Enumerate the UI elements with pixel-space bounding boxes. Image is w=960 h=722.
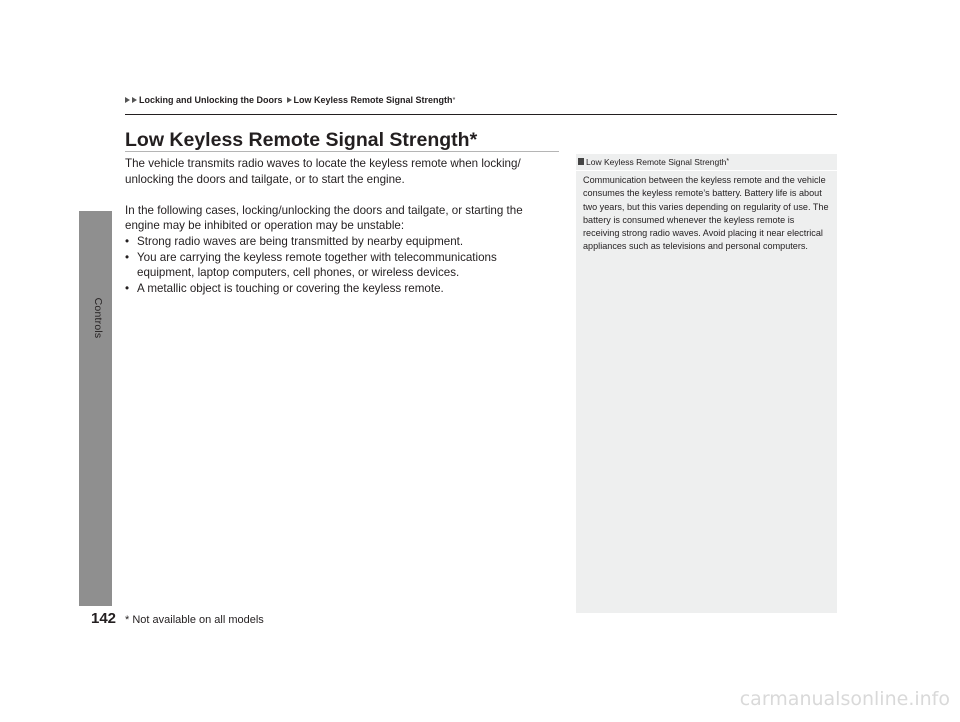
watermark: carmanualsonline.info bbox=[739, 688, 950, 710]
list-item: • A metallic object is touching or covering the keyless remote. bbox=[125, 281, 545, 297]
breadcrumb-asterisk: * bbox=[452, 96, 456, 104]
cases-paragraph: In the following cases, locking/unlocking the doors and tailgate, or starting the engine may be inhibited or operation may be unstable: bbox=[125, 203, 523, 233]
page-number: 142 bbox=[91, 610, 117, 627]
breadcrumb-item-signal-strength[interactable]: Low Keyless Remote Signal Strength bbox=[293, 95, 453, 105]
breadcrumb-arrow-icon bbox=[125, 97, 130, 103]
page-title-asterisk: * bbox=[469, 129, 478, 151]
breadcrumb-arrow-icon bbox=[132, 97, 137, 103]
breadcrumb bbox=[125, 95, 455, 105]
section-tab bbox=[79, 211, 112, 606]
intro-paragraph: The vehicle transmits radio waves to locate the keyless remote when locking/ unlocking the doors and tailgate, or to start the engine. bbox=[125, 157, 521, 186]
list-item: • Strong radio waves are being transmitted by nearby equipment. bbox=[125, 234, 545, 250]
main-content bbox=[125, 156, 545, 296]
breadcrumb-arrow-icon bbox=[287, 97, 292, 103]
side-note-asterisk: * bbox=[726, 158, 730, 165]
list-item: • You are carrying the keyless remote together with telecommunications equipment, laptop computers, cell phones, or wireless devices. bbox=[125, 250, 545, 281]
page-title bbox=[125, 129, 477, 152]
page-title-text: Low Keyless Remote Signal Strength bbox=[125, 129, 470, 151]
section-tab-label: Controls bbox=[92, 297, 104, 339]
cases-list bbox=[125, 234, 545, 296]
side-note-divider bbox=[576, 170, 837, 171]
header-divider bbox=[125, 114, 837, 115]
reference-icon bbox=[578, 158, 584, 165]
footnote: * Not available on all models bbox=[125, 614, 264, 626]
title-divider bbox=[125, 151, 559, 152]
side-note-title-text: Low Keyless Remote Signal Strength bbox=[586, 157, 727, 167]
side-note-title[interactable] bbox=[576, 154, 837, 170]
breadcrumb-item-locking[interactable]: Locking and Unlocking the Doors bbox=[139, 95, 283, 105]
side-note-text: Communication between the keyless remote and the vehicle consumes the keyless remote’s battery. Battery life is about two years, but this varies depending on regularity of use. The battery is consumed whenever the keyless remote is receiving strong radio waves. Avoid placing it near electrical appliances such as televisions and personal computers. bbox=[583, 175, 829, 252]
